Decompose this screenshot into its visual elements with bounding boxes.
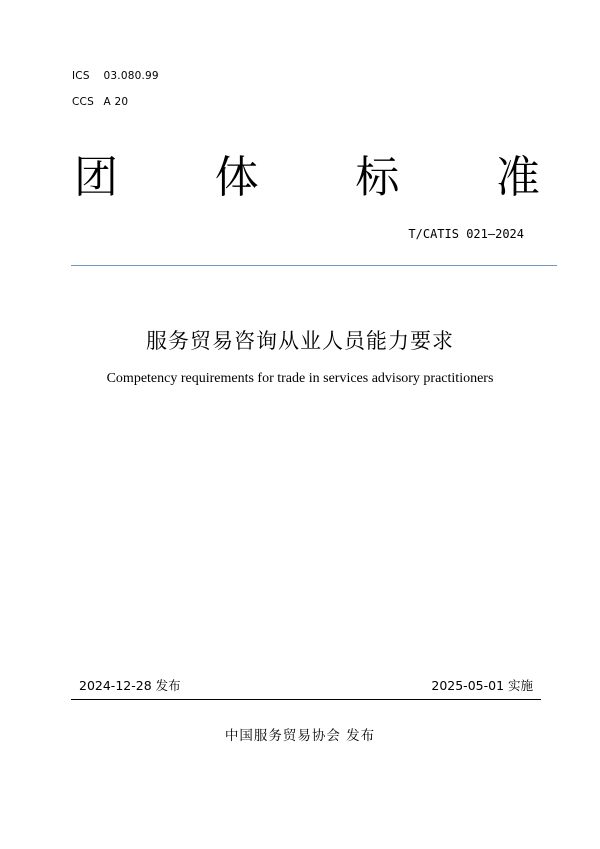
standard-type-char: 标 [355, 152, 400, 203]
ccs-classification [72, 96, 128, 108]
standard-type-char: 准 [495, 152, 540, 203]
ics-label: ICS [72, 70, 90, 82]
ccs-code: A 20 [103, 96, 129, 108]
header-divider [71, 265, 557, 266]
standard-type-heading [74, 150, 540, 206]
standard-type-char: 体 [214, 152, 259, 203]
document-title-english: Competency requirements for trade in services advisory practitioners [106, 371, 494, 386]
standard-type-char: 团 [74, 152, 118, 203]
footer-divider [71, 699, 541, 700]
issue-date: 2024-12-28 发布 [79, 678, 181, 693]
ics-code: 03.080.99 [103, 70, 159, 82]
standard-number: T/CATIS 021—2024 [408, 227, 524, 241]
ics-classification [72, 70, 159, 82]
publisher: 中国服务贸易协会 发布 [224, 728, 376, 744]
ccs-label: CCS [72, 96, 94, 108]
implementation-date: 2025-05-01 实施 [431, 678, 533, 693]
document-title-chinese: 服务贸易咨询从业人员能力要求 [146, 329, 454, 353]
